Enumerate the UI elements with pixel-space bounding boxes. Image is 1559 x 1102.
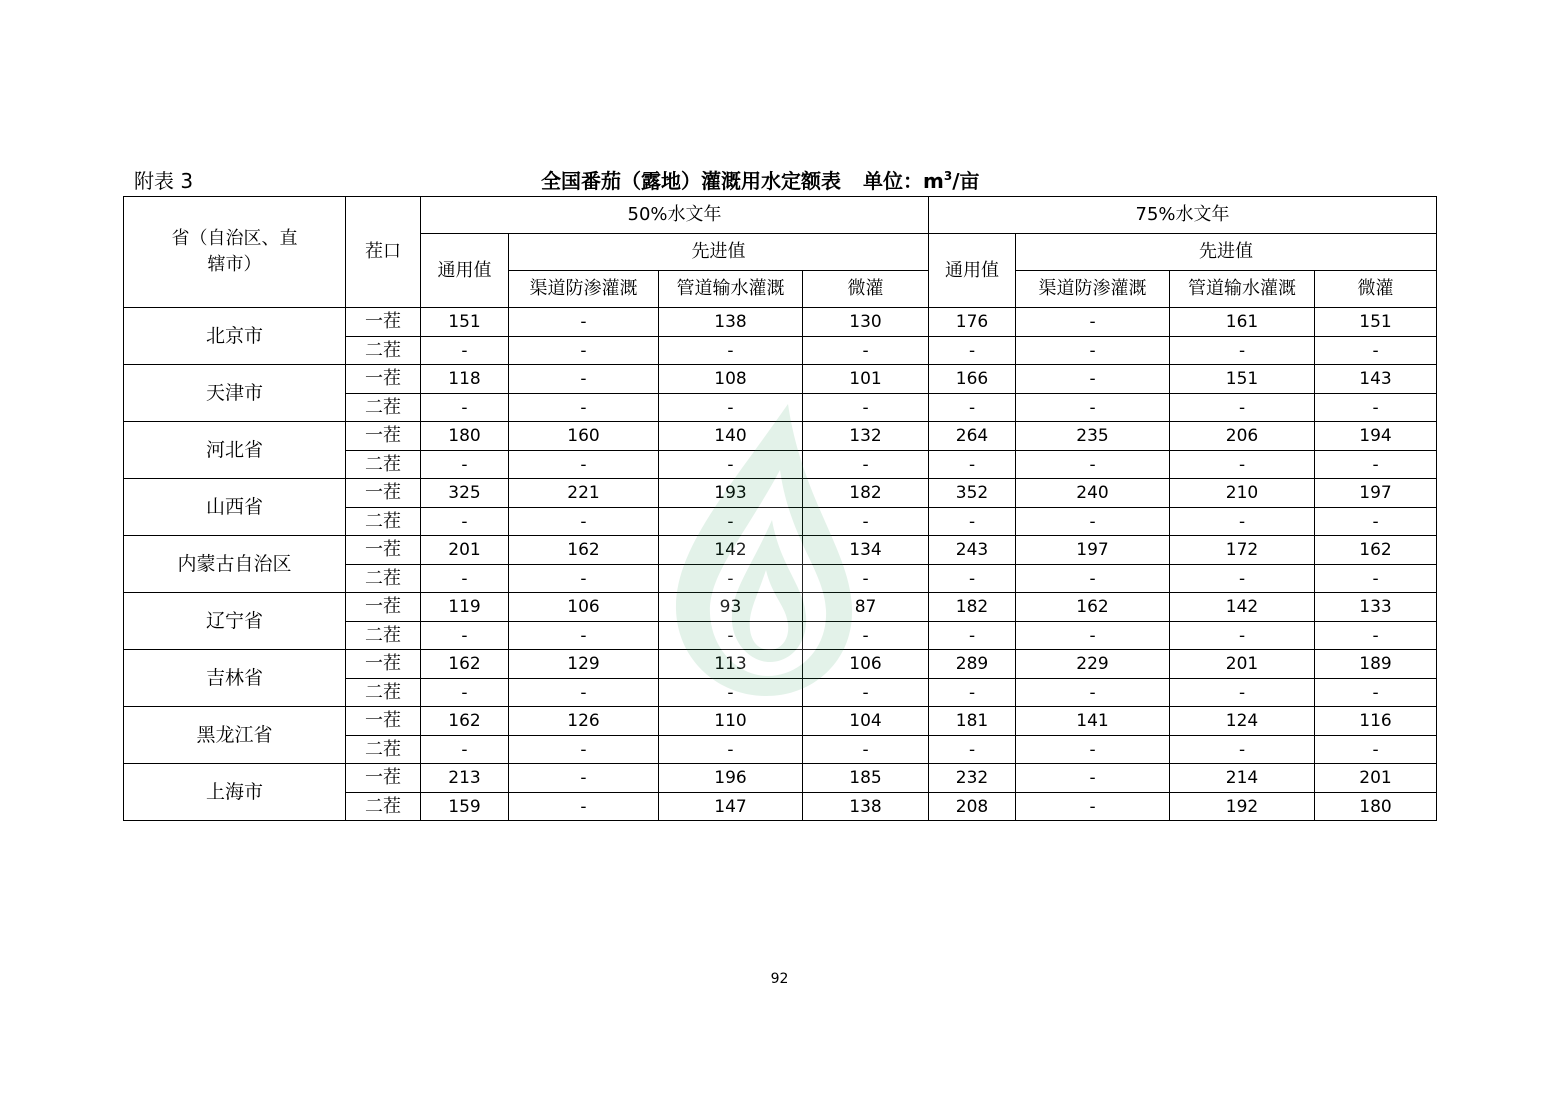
value-cell: 106	[509, 593, 659, 622]
value-cell: -	[803, 451, 929, 479]
value-cell: -	[1016, 764, 1170, 793]
value-cell: -	[929, 508, 1016, 536]
value-cell: -	[509, 764, 659, 793]
value-cell: 87	[803, 593, 929, 622]
header-channel-50: 渠道防渗灌溉	[509, 271, 659, 308]
value-cell: 264	[929, 422, 1016, 451]
province-cell: 吉林省	[124, 650, 346, 707]
header-advanced-75: 先进值	[1016, 234, 1437, 271]
value-cell: 142	[1170, 593, 1315, 622]
value-cell: -	[509, 736, 659, 764]
value-cell: -	[929, 622, 1016, 650]
value-cell: -	[509, 622, 659, 650]
province-cell: 辽宁省	[124, 593, 346, 650]
value-cell: 140	[659, 422, 803, 451]
value-cell: 116	[1315, 707, 1437, 736]
header-general-50: 通用值	[421, 234, 509, 308]
value-cell: -	[1170, 736, 1315, 764]
value-cell: 138	[803, 793, 929, 821]
value-cell: -	[1170, 508, 1315, 536]
value-cell: 172	[1170, 536, 1315, 565]
value-cell: -	[1016, 565, 1170, 593]
value-cell: 240	[1016, 479, 1170, 508]
value-cell: 132	[803, 422, 929, 451]
value-cell: 166	[929, 365, 1016, 394]
value-cell: -	[929, 337, 1016, 365]
unit-suffix: /亩	[952, 169, 980, 193]
value-cell: -	[1170, 451, 1315, 479]
value-cell: -	[929, 451, 1016, 479]
value-cell: -	[1315, 679, 1437, 707]
value-cell: 180	[1315, 793, 1437, 821]
value-cell: 180	[421, 422, 509, 451]
value-cell: -	[1170, 679, 1315, 707]
value-cell: 118	[421, 365, 509, 394]
value-cell: 143	[1315, 365, 1437, 394]
value-cell: -	[659, 394, 803, 422]
value-cell: -	[421, 451, 509, 479]
value-cell: -	[509, 793, 659, 821]
province-cell: 河北省	[124, 422, 346, 479]
header-general-75: 通用值	[929, 234, 1016, 308]
value-cell: 104	[803, 707, 929, 736]
value-cell: 210	[1170, 479, 1315, 508]
crop-cell: 一茬	[346, 593, 421, 622]
value-cell: 352	[929, 479, 1016, 508]
table-row	[124, 422, 1437, 451]
crop-cell: 二茬	[346, 565, 421, 593]
value-cell: 325	[421, 479, 509, 508]
value-cell: -	[659, 508, 803, 536]
crop-cell: 一茬	[346, 479, 421, 508]
value-cell: 208	[929, 793, 1016, 821]
crop-cell: 一茬	[346, 536, 421, 565]
crop-cell: 一茬	[346, 650, 421, 679]
value-cell: 182	[929, 593, 1016, 622]
value-cell: -	[803, 736, 929, 764]
table-row	[124, 479, 1437, 508]
header-pipe-75: 管道输水灌溉	[1170, 271, 1315, 308]
value-cell: -	[803, 565, 929, 593]
page-number: 92	[770, 971, 789, 987]
value-cell: -	[421, 565, 509, 593]
unit-label	[863, 169, 980, 193]
value-cell: 147	[659, 793, 803, 821]
value-cell: -	[803, 508, 929, 536]
value-cell: 134	[803, 536, 929, 565]
value-cell: 162	[1016, 593, 1170, 622]
value-cell: -	[803, 622, 929, 650]
value-cell: 142	[659, 536, 803, 565]
value-cell: -	[659, 622, 803, 650]
value-cell: -	[1016, 736, 1170, 764]
table-row	[124, 593, 1437, 622]
value-cell: -	[1016, 508, 1170, 536]
value-cell: 130	[803, 308, 929, 337]
value-cell: 133	[1315, 593, 1437, 622]
value-cell: -	[929, 394, 1016, 422]
value-cell: -	[509, 508, 659, 536]
value-cell: 221	[509, 479, 659, 508]
value-cell: 201	[421, 536, 509, 565]
crop-cell: 二茬	[346, 679, 421, 707]
value-cell: -	[1170, 565, 1315, 593]
value-cell: -	[421, 508, 509, 536]
value-cell: 232	[929, 764, 1016, 793]
value-cell: 141	[1016, 707, 1170, 736]
value-cell: 93	[659, 593, 803, 622]
value-cell: 229	[1016, 650, 1170, 679]
value-cell: 151	[1170, 365, 1315, 394]
value-cell: -	[659, 565, 803, 593]
value-cell: -	[509, 679, 659, 707]
value-cell: 197	[1315, 479, 1437, 508]
value-cell: -	[1016, 365, 1170, 394]
crop-cell: 一茬	[346, 707, 421, 736]
value-cell: -	[803, 679, 929, 707]
crop-cell: 一茬	[346, 764, 421, 793]
value-cell: 213	[421, 764, 509, 793]
header-province-text: 省（自治区、直辖市）	[171, 228, 298, 275]
header-crop: 茬口	[346, 197, 421, 308]
province-cell: 天津市	[124, 365, 346, 422]
value-cell: 235	[1016, 422, 1170, 451]
value-cell: -	[1315, 394, 1437, 422]
value-cell: -	[1016, 622, 1170, 650]
value-cell: -	[1016, 679, 1170, 707]
value-cell: 182	[803, 479, 929, 508]
value-cell: -	[659, 451, 803, 479]
value-cell: 289	[929, 650, 1016, 679]
value-cell: 196	[659, 764, 803, 793]
value-cell: 160	[509, 422, 659, 451]
value-cell: 197	[1016, 536, 1170, 565]
value-cell: 151	[421, 308, 509, 337]
header-channel-75: 渠道防渗灌溉	[1016, 271, 1170, 308]
table-title-text: 全国番茄（露地）灌溉用水定额表	[541, 169, 841, 193]
unit-prefix: 单位：m	[863, 169, 944, 193]
value-cell: -	[1170, 394, 1315, 422]
crop-cell: 一茬	[346, 308, 421, 337]
value-cell: -	[421, 622, 509, 650]
value-cell: 194	[1315, 422, 1437, 451]
value-cell: 119	[421, 593, 509, 622]
value-cell: -	[1170, 622, 1315, 650]
value-cell: -	[659, 337, 803, 365]
value-cell: 162	[509, 536, 659, 565]
value-cell: 159	[421, 793, 509, 821]
table-body	[124, 197, 1437, 821]
value-cell: -	[929, 736, 1016, 764]
value-cell: 193	[659, 479, 803, 508]
value-cell: -	[421, 736, 509, 764]
value-cell: -	[803, 394, 929, 422]
value-cell: -	[509, 308, 659, 337]
value-cell: 201	[1170, 650, 1315, 679]
value-cell: -	[1016, 793, 1170, 821]
value-cell: 192	[1170, 793, 1315, 821]
value-cell: 181	[929, 707, 1016, 736]
value-cell: 206	[1170, 422, 1315, 451]
header-advanced-50: 先进值	[509, 234, 929, 271]
table-row	[124, 650, 1437, 679]
table-row	[124, 308, 1437, 337]
value-cell: 101	[803, 365, 929, 394]
province-cell: 北京市	[124, 308, 346, 365]
crop-cell: 一茬	[346, 422, 421, 451]
table-row	[124, 764, 1437, 793]
header-micro-50: 微灌	[803, 271, 929, 308]
value-cell: -	[1315, 622, 1437, 650]
value-cell: 108	[659, 365, 803, 394]
crop-cell: 二茬	[346, 736, 421, 764]
crop-cell: 二茬	[346, 337, 421, 365]
value-cell: -	[1315, 736, 1437, 764]
value-cell: -	[509, 451, 659, 479]
value-cell: -	[1315, 508, 1437, 536]
value-cell: -	[1315, 337, 1437, 365]
header-micro-75: 微灌	[1315, 271, 1437, 308]
value-cell: 110	[659, 707, 803, 736]
value-cell: -	[1016, 308, 1170, 337]
header-year-50: 50%水文年	[421, 197, 929, 234]
table-row	[124, 707, 1437, 736]
value-cell: 113	[659, 650, 803, 679]
value-cell: -	[803, 337, 929, 365]
value-cell: 214	[1170, 764, 1315, 793]
appendix-label: 附表 3	[134, 169, 194, 193]
value-cell: 162	[1315, 536, 1437, 565]
value-cell: 176	[929, 308, 1016, 337]
crop-cell: 二茬	[346, 451, 421, 479]
header-year-75: 75%水文年	[929, 197, 1437, 234]
table-row	[124, 536, 1437, 565]
value-cell: 138	[659, 308, 803, 337]
table-title	[541, 169, 980, 193]
value-cell: -	[1315, 565, 1437, 593]
crop-cell: 二茬	[346, 793, 421, 821]
value-cell: 151	[1315, 308, 1437, 337]
value-cell: -	[421, 337, 509, 365]
crop-cell: 二茬	[346, 394, 421, 422]
crop-cell: 一茬	[346, 365, 421, 394]
value-cell: -	[659, 679, 803, 707]
irrigation-quota-table	[123, 196, 1437, 821]
value-cell: 129	[509, 650, 659, 679]
value-cell: -	[659, 736, 803, 764]
value-cell: 162	[421, 650, 509, 679]
value-cell: -	[1016, 451, 1170, 479]
value-cell: 185	[803, 764, 929, 793]
value-cell: 201	[1315, 764, 1437, 793]
value-cell: -	[1016, 337, 1170, 365]
value-cell: 124	[1170, 707, 1315, 736]
province-cell: 上海市	[124, 764, 346, 821]
value-cell: -	[929, 679, 1016, 707]
value-cell: -	[929, 565, 1016, 593]
value-cell: 189	[1315, 650, 1437, 679]
table-row	[124, 365, 1437, 394]
value-cell: -	[509, 337, 659, 365]
value-cell: -	[509, 565, 659, 593]
unit-superscript: 3	[943, 169, 953, 183]
value-cell: -	[1016, 394, 1170, 422]
crop-cell: 二茬	[346, 622, 421, 650]
province-cell: 黑龙江省	[124, 707, 346, 764]
header-pipe-50: 管道输水灌溉	[659, 271, 803, 308]
value-cell: 243	[929, 536, 1016, 565]
value-cell: 106	[803, 650, 929, 679]
value-cell: -	[421, 679, 509, 707]
value-cell: 161	[1170, 308, 1315, 337]
province-cell: 山西省	[124, 479, 346, 536]
header-province	[124, 197, 346, 308]
value-cell: -	[509, 394, 659, 422]
value-cell: -	[421, 394, 509, 422]
crop-cell: 二茬	[346, 508, 421, 536]
value-cell: -	[509, 365, 659, 394]
value-cell: -	[1170, 337, 1315, 365]
value-cell: 126	[509, 707, 659, 736]
header-row-years	[124, 197, 1437, 234]
value-cell: -	[1315, 451, 1437, 479]
value-cell: 162	[421, 707, 509, 736]
province-cell: 内蒙古自治区	[124, 536, 346, 593]
